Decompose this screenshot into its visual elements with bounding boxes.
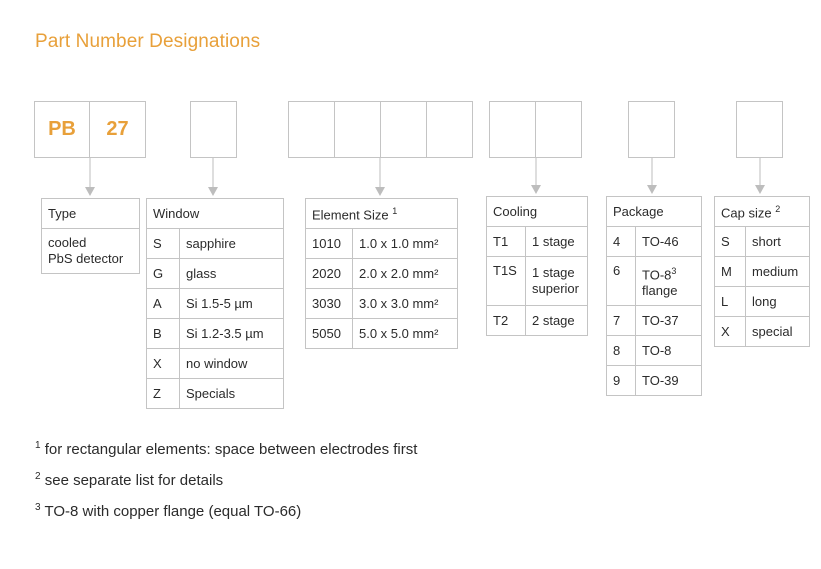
part-prefix-box — [34, 101, 90, 158]
window-code: G — [147, 259, 180, 289]
cap-size-label: long — [746, 287, 810, 317]
window-code: A — [147, 289, 180, 319]
cooling-label: 2 stage — [526, 306, 588, 336]
table-row — [607, 366, 702, 396]
element-size-code: 1010 — [306, 229, 353, 259]
part-number-box — [89, 101, 146, 158]
table-row — [306, 259, 458, 289]
table-row — [715, 227, 810, 257]
cooling-label-line2: superior — [532, 281, 579, 296]
table-row — [306, 319, 458, 349]
package-label: TO-8 — [636, 336, 702, 366]
table-row — [607, 227, 702, 257]
cap-size-code: S — [715, 227, 746, 257]
cooling-slot-2 — [535, 101, 582, 158]
package-code: 9 — [607, 366, 636, 396]
cap-size-header-text: Cap size — [721, 205, 772, 221]
element-size-header — [306, 199, 458, 229]
element-size-label: 2.0 x 2.0 mm² — [353, 259, 458, 289]
footnote-text: see separate list for details — [44, 472, 224, 489]
element-size-label: 1.0 x 1.0 mm² — [353, 229, 458, 259]
page-title: Part Number Designations — [35, 31, 261, 52]
table-row — [306, 229, 458, 259]
window-code: X — [147, 349, 180, 379]
table-row — [147, 379, 284, 409]
window-label: glass — [180, 259, 284, 289]
element-size-slot-2 — [334, 101, 381, 158]
element-size-code: 3030 — [306, 289, 353, 319]
arrow-element-size — [375, 158, 385, 196]
package-code: 7 — [607, 306, 636, 336]
table-row — [607, 257, 702, 306]
element-size-table — [305, 198, 458, 349]
footnote-1 — [35, 440, 417, 458]
footnote-mark: 2 — [35, 471, 41, 482]
window-label: Specials — [180, 379, 284, 409]
cap-size-table — [714, 196, 810, 347]
cap-size-code: M — [715, 257, 746, 287]
table-row — [306, 289, 458, 319]
window-header: Window — [147, 199, 284, 229]
package-code: 4 — [607, 227, 636, 257]
element-size-slot-1 — [288, 101, 335, 158]
package-slot-box — [628, 101, 675, 158]
type-header: Type — [42, 199, 140, 229]
type-value-line2: PbS detector — [48, 251, 124, 266]
cooling-label: 1 stage — [526, 227, 588, 257]
arrow-package — [647, 158, 657, 194]
table-row — [715, 317, 810, 347]
cap-size-header — [715, 197, 810, 227]
footnote-2 — [35, 471, 223, 489]
window-code: S — [147, 229, 180, 259]
type-value-line1: cooled — [48, 235, 87, 250]
window-label: Si 1.2-3.5 µm — [180, 319, 284, 349]
table-row — [487, 257, 588, 306]
part-number: 27 — [106, 118, 129, 140]
cooling-table — [486, 196, 588, 336]
cap-size-code: X — [715, 317, 746, 347]
window-label: no window — [180, 349, 284, 379]
arrow-window — [208, 158, 218, 196]
footnote-text: TO-8 with copper flange (equal TO-66) — [44, 503, 302, 520]
table-row — [147, 289, 284, 319]
element-size-label: 3.0 x 3.0 mm² — [353, 289, 458, 319]
package-label-line2: flange — [642, 283, 678, 299]
package-label-sup: 3 — [671, 265, 677, 276]
table-row — [607, 306, 702, 336]
cooling-code: T1S — [487, 257, 526, 306]
cooling-label-line1: 1 stage — [532, 265, 575, 280]
table-row — [715, 257, 810, 287]
footnote-mark: 1 — [35, 440, 41, 451]
window-label: Si 1.5-5 µm — [180, 289, 284, 319]
package-header: Package — [607, 197, 702, 227]
table-row — [147, 349, 284, 379]
footnote-3 — [35, 502, 301, 520]
window-code: B — [147, 319, 180, 349]
cap-size-code: L — [715, 287, 746, 317]
table-row — [487, 227, 588, 257]
package-label: TO-39 — [636, 366, 702, 396]
cap-size-header-sup: 2 — [775, 204, 781, 215]
cap-size-slot-box — [736, 101, 783, 158]
footnote-mark: 3 — [35, 502, 41, 513]
package-table — [606, 196, 702, 396]
cap-size-label: medium — [746, 257, 810, 287]
cooling-code: T2 — [487, 306, 526, 336]
type-value — [42, 229, 140, 274]
cap-size-label: special — [746, 317, 810, 347]
table-row — [147, 319, 284, 349]
arrow-cap-size — [755, 158, 765, 194]
arrow-cooling — [531, 158, 541, 194]
arrow-type — [85, 158, 95, 196]
element-size-code: 2020 — [306, 259, 353, 289]
package-label: TO-46 — [636, 227, 702, 257]
package-label-line1: TO-8 — [642, 267, 672, 283]
type-table — [41, 198, 140, 274]
element-size-code: 5050 — [306, 319, 353, 349]
window-label: sapphire — [180, 229, 284, 259]
table-row — [147, 229, 284, 259]
cooling-slot-1 — [489, 101, 536, 158]
package-label: TO-37 — [636, 306, 702, 336]
package-code: 8 — [607, 336, 636, 366]
window-code: Z — [147, 379, 180, 409]
package-code: 6 — [607, 257, 636, 306]
window-table — [146, 198, 284, 409]
element-size-header-text: Element Size — [312, 207, 389, 223]
element-size-header-sup: 1 — [392, 206, 398, 217]
cooling-label — [526, 257, 588, 306]
element-size-slot-4 — [426, 101, 473, 158]
element-size-label: 5.0 x 5.0 mm² — [353, 319, 458, 349]
package-label — [636, 257, 702, 306]
table-row — [715, 287, 810, 317]
cooling-code: T1 — [487, 227, 526, 257]
element-size-slot-3 — [380, 101, 427, 158]
window-slot-box — [190, 101, 237, 158]
part-prefix: PB — [48, 118, 76, 140]
cooling-header: Cooling — [487, 197, 588, 227]
cap-size-label: short — [746, 227, 810, 257]
footnote-text: for rectangular elements: space between electrodes first — [44, 441, 418, 458]
table-row — [147, 259, 284, 289]
table-row — [487, 306, 588, 336]
table-row — [607, 336, 702, 366]
